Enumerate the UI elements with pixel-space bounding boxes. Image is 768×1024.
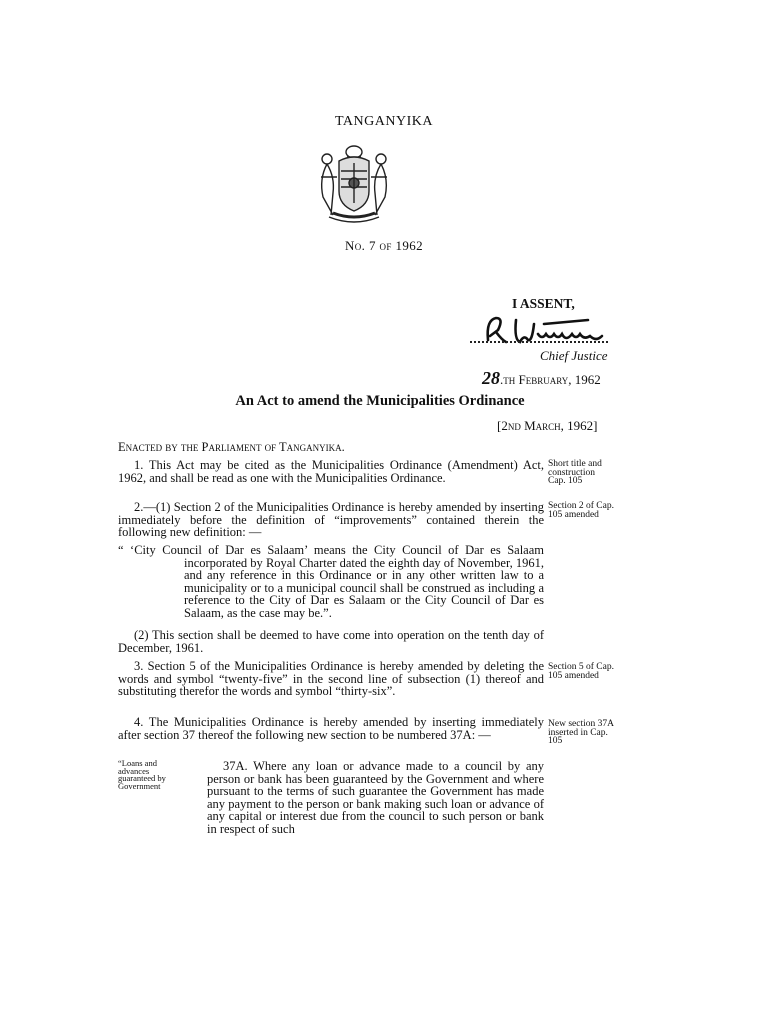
signature-image [478,310,608,352]
act-title: An Act to amend the Municipalities Ordinance [235,393,525,409]
section-2-quote: “ ‘City Council of Dar es Salaam’ means the City Council of Dar es Salaam incorporated by Royal Charter dated the eighth day of November, 1961, and any reference in this Ordinance or in any other written law to a municipality or to a municipal council shall be construed as including a reference to the City of Dar es Salaam or the City Council of Dar es Salaam, as the case may be.”. [118,543,544,620]
commencement-date: [2nd March, 1962] [497,418,598,433]
assent-day: 28 [482,368,500,388]
signature-line [470,341,608,343]
section-2-note: Section 2 of Cap. 105 amended [548,501,614,520]
section-37a: 37A. Where any loan or advance made to a council by any person or bank has been guaranteed by the Government and where pursuant to the terms of such guarantee the Government has made any payment to the person or bank making such loan or advance of any capital or interest due from the council to such person or bank in respect of such [207,759,544,836]
act-number: No. 7 of 1962 [344,238,424,253]
coat-of-arms-icon [311,143,397,227]
section-3-note: Section 5 of Cap. 105 amended [548,662,614,681]
section-37a-note: “Loans and advances guaranteed by Government [118,758,166,791]
section-1: 1. This Act may be cited as the Municipalities Ordinance (Amendment) Act, 1962, and shall be read as one with the Municipalities Ordinance. [118,458,544,485]
enacting-formula: Enacted by the Parliament of Tanganyika. [118,440,345,454]
country-heading: TANGANYIKA [335,114,433,129]
assent-date [482,368,601,389]
section-3: 3. Section 5 of the Municipalities Ordinance is hereby amended by deleting the words and symbol “twenty-five” in the second line of subsection (1) thereof and substituting therefor the words and symbol “thirty-six”. [118,659,544,698]
section-4-note: New section 37A inserted in Cap. 105 [548,719,614,746]
signatory-role: Chief Justice [540,348,608,363]
assent-label: I ASSENT, [512,296,575,311]
section-1-note: Short title and construction Cap. 105 [548,459,602,486]
section-4: 4. The Municipalities Ordinance is hereby amended by inserting immediately after section 37 thereof the following new section to be numbered 37A: — [118,715,544,742]
section-2-1: 2.—(1) Section 2 of the Municipalities Ordinance is hereby amended by inserting immediately before the definition of “improvements” contained therein the following new definition: — [118,500,544,539]
section-2-2: (2) This section shall be deemed to have come into operation on the tenth day of December, 1961. [118,628,544,655]
assent-month-year: .th February, 1962 [500,372,601,387]
